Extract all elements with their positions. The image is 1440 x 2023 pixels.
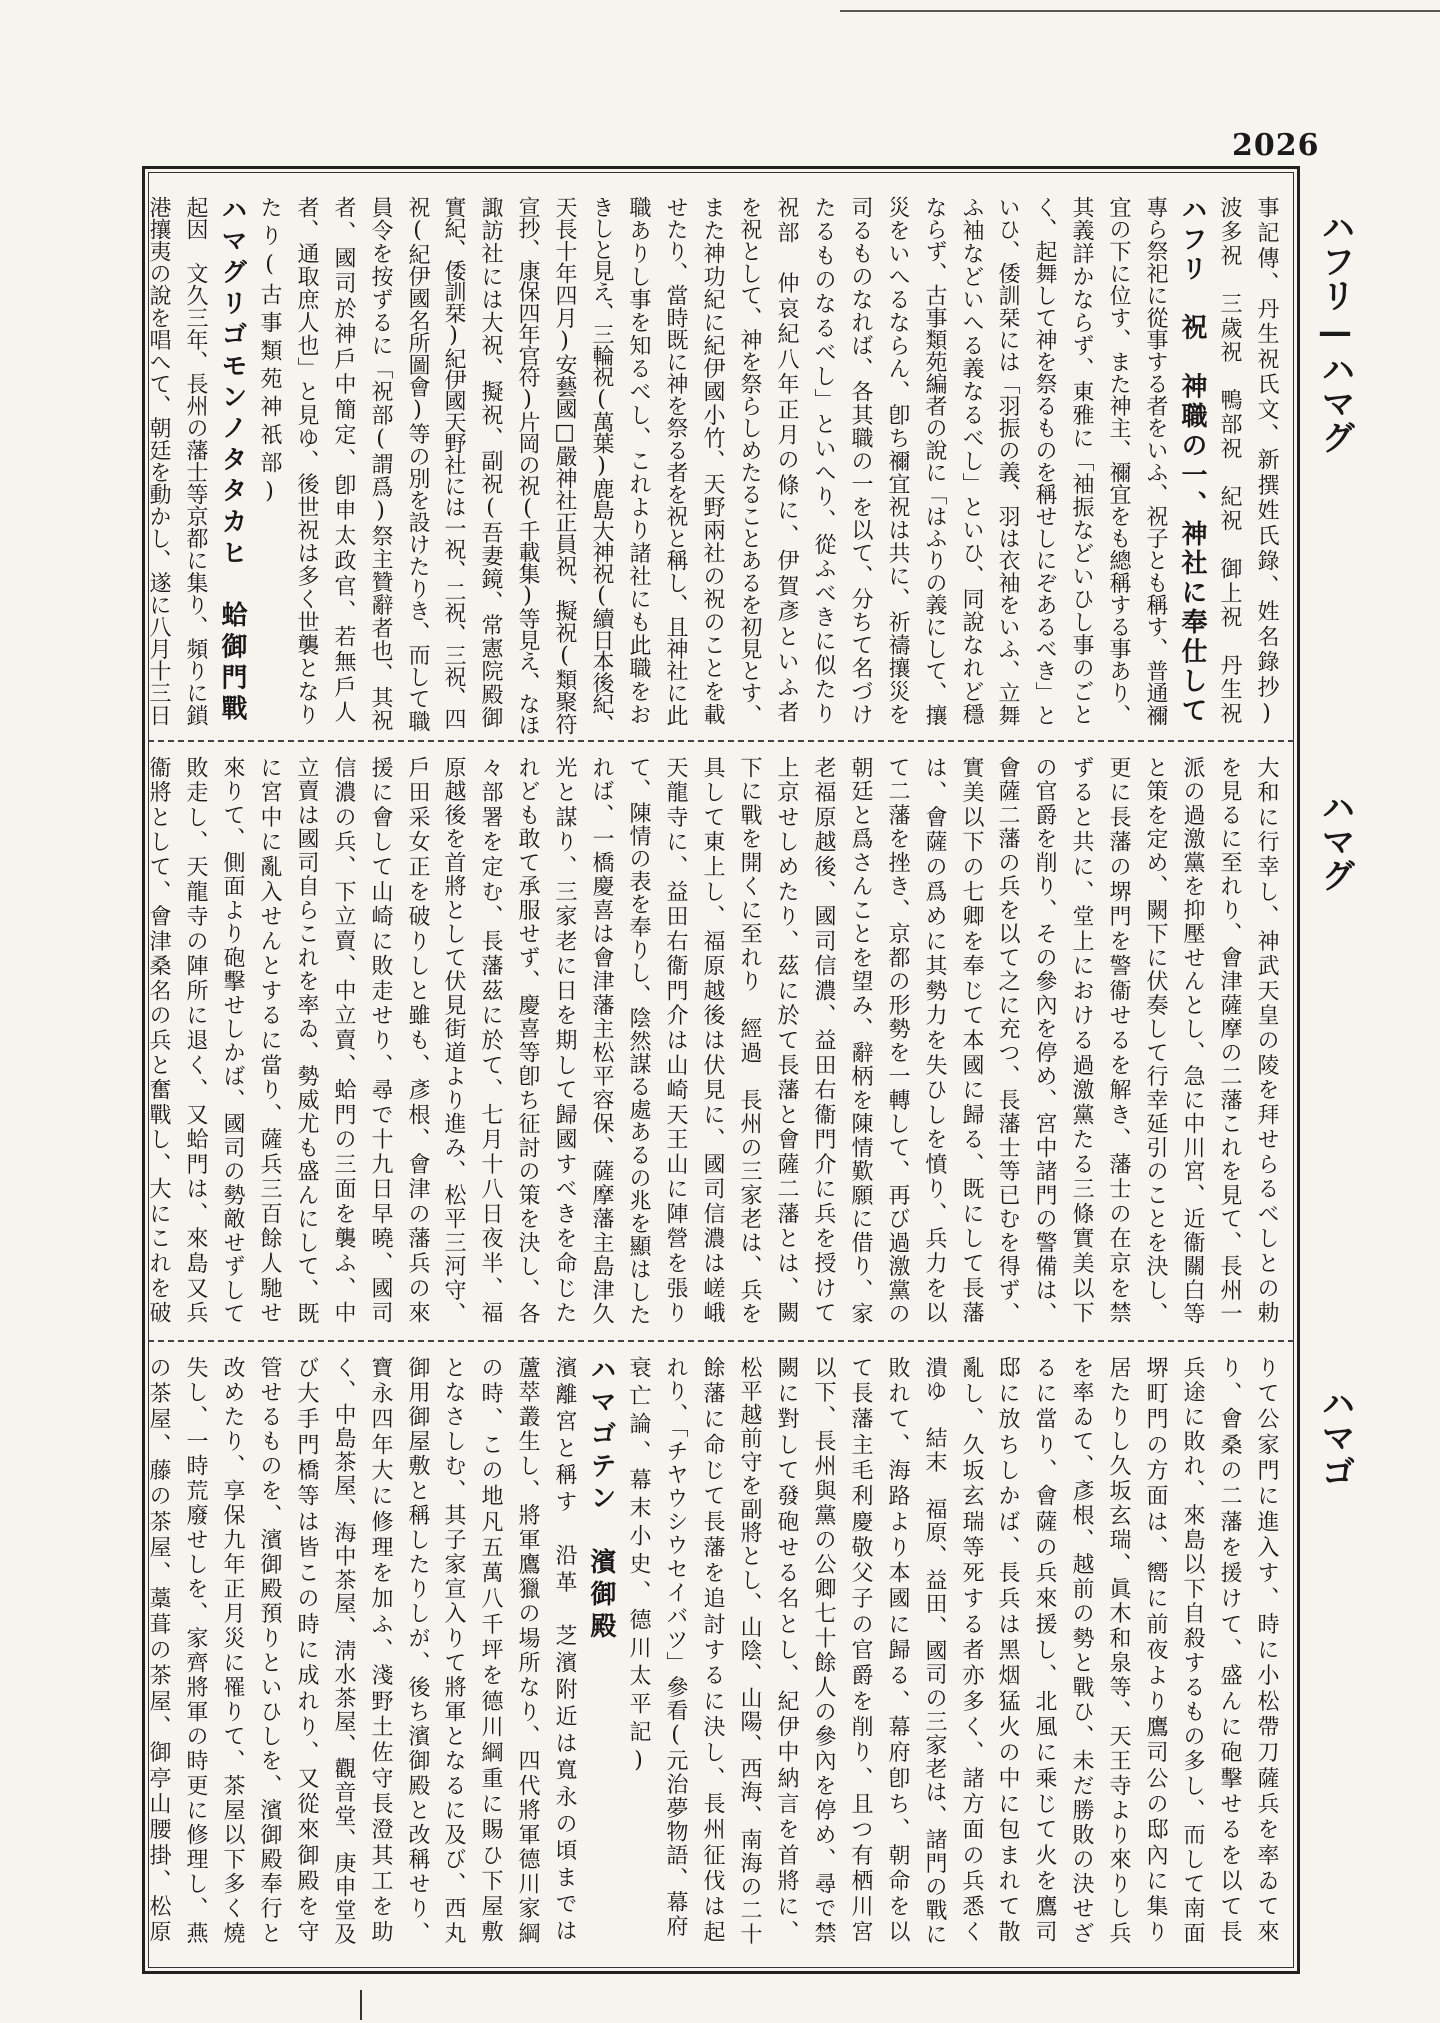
text-column: 朝廷と爲さんことを望み、辭柄を陳情歎願に借り、家 [848,756,873,1326]
section-divider-2 [148,1340,1294,1342]
text-column: 諏訪社には大祝、擬祝、副祝(吾妻鏡、常憲院殿御 [478,196,503,729]
text-column: 々部署を定む、長藩茲に於て、七月十八日夜半、福 [478,756,503,1326]
text-column: 兵途に敗れ、來島以下自殺するもの多し、而して南面 [1180,1356,1205,1946]
text-column: 員令を按ずるに「祝部(謂爲)祭主贊辭者也、其祝 [368,196,393,732]
text-column: 大和に行幸し、神武天皇の陵を拜せらるべしとの勅 [1254,756,1279,1326]
side-heading-top: ハフリ—ハマグ [1315,210,1355,454]
text-column: 起因 文久三年、長州の藩士等京都に集り、頻りに鎖 [183,196,208,726]
text-column: 波多祝 三歲祝 鴨部祝 紀祝 御上祝 丹生祝 [1217,196,1242,726]
text-column: 以下、長州與黨の公卿七十餘人の參內を停め、尋で禁 [811,1356,836,1946]
text-column: たり(古事類苑神祇部) [257,196,282,510]
text-column: 衰亡論、幕末小史、德川太平記) [626,1356,651,1779]
text-column: たるものなるべし」といへり、從ふべきに似たり [811,196,836,726]
text-column: となさしむ、其子家宣入りて將軍となるに及び、西丸 [441,1356,466,1946]
text-column: 天龍寺に、益田右衞門介は山崎天王山に陣營を張り [663,756,688,1326]
text-column: 下に戰を開くに至れり 經過 長州の三家老は、兵を [737,756,762,1326]
text-column: 事記傳、丹生祝氏文、新撰姓氏錄、姓名錄抄) [1254,196,1279,729]
text-column: いひ、倭訓栞には「羽振の義、羽は衣袖をいふ、立舞 [995,196,1020,726]
text-column: 立賣は國司自らこれを率ゐ、勢威尤も盛んにして、既 [294,756,319,1326]
text-column: び大手門橋等は皆この時に成れり、又從來御殿を守 [294,1356,319,1946]
text-column: 改めたり、享保九年正月災に罹りて、茶屋以下多く燒 [220,1356,245,1946]
text-column: りて公家門に進入す、時に小松帶刀薩兵を率ゐて來 [1254,1356,1279,1946]
text-column: の時、この地凡五萬八千坪を德川綱重に賜ひ下屋敷 [478,1356,503,1946]
text-column: 派の過激黨を抑壓せんとし、急に中川宮、近衞關白等 [1180,756,1205,1326]
text-column: 餘藩に命じて長藩を追討するに決し、長州征伐は起 [700,1356,725,1946]
section-divider-1 [148,740,1294,742]
entry-heading: ハマゴテン 濱御殿 [586,1356,616,1644]
text-column: れり、「チヤウシウセイバツ」參看(元治夢物語、幕府 [663,1356,688,1938]
bottom-tick [360,1990,362,2020]
text-column: 宜の下に位す、また神主、禰宜をも總稱する事あり、 [1106,196,1131,726]
text-column: 更に長藩の堺門を警衞せるを解き、藩士の在京を禁 [1106,756,1131,1326]
text-column: 原越後を首將として伏見街道より進み、松平三河守、 [441,756,466,1326]
text-column: 寶永四年大に修理を加ふ、淺野土佐守長澄其工を助 [368,1356,393,1946]
text-column: り、會桑の二藩を援けて、盛んに砲擊せるを以て長 [1217,1356,1242,1946]
text-column: 者、國司於神戶中簡定、卽申太政官、若無戶人 [331,196,356,726]
text-column: 亂し、久坂玄瑞等死する者亦多く、諸方面の兵悉く [959,1356,984,1946]
text-column: 闕に對して發砲せる名とし、紀伊中納言を首將に、 [774,1356,799,1946]
text-column: 天長十年四月)安藝國□嚴神社正員祝、擬祝(類聚符 [552,196,577,735]
text-column: 信濃の兵、下立賣、中立賣、蛤門の三面を襲ふ、中 [331,756,356,1326]
text-column: 敗れて、海路より本國に歸る、幕府卽ち、朝命を以 [885,1356,910,1946]
text-column: 居たりし久坂玄瑞、眞木和泉等、天王寺より來りし兵 [1106,1356,1131,1946]
text-column: 管せるものを、濱御殿預りといひしを、濱御殿奉行と [257,1356,282,1946]
text-column: 者、通取庶人也」と見ゆ、後世祝は多く世襲となり [294,196,319,726]
text-column: きしと見え、三輪祝(萬葉)鹿島大神祝(續日本後紀、 [589,196,614,736]
text-column: 來りて、側面より砲擊せしかば、國司の勢敵せずして [220,756,245,1326]
text-column: ならず、古事類苑編者の說に「はふりの義にして、攘 [922,196,947,726]
text-column: また神功紀に紀伊國小竹、天野兩社の祝のことを載 [700,196,725,726]
text-column: 祝部 仲哀紀八年正月の條に、伊賀彥といふ者 [774,196,799,726]
text-column: 潰ゆ 結末 福原、益田、國司の三家老は、諸門の戰に [922,1356,947,1946]
text-column: 邸に放ちしかば、長兵は黑烟猛火の中に包まれて散 [995,1356,1020,1946]
text-column: れば、一橋慶喜は會津藩主松平容保、薩摩藩主島津久 [589,756,614,1326]
text-column: く、中島茶屋、海中茶屋、淸水茶屋、觀音堂、庚申堂及 [331,1356,356,1946]
text-column: て二藩を挫き、京都の形勢を一轉して、再び過激黨の [885,756,910,1326]
text-column: に宮中に亂入せんとするに當り、薩兵三百餘人馳せ [257,756,282,1326]
text-column: 援に會して山崎に敗走せり、尋で十九日早曉、國司 [368,756,393,1326]
text-column: 戶田采女正を破りしと雖も、彥根、會津の藩兵の來 [405,756,430,1326]
text-column: く、起舞して神を祭るものを稱せしにぞあるべき」と [1032,196,1057,726]
side-heading-middle: ハマグ [1315,790,1355,892]
text-column: を祝として、神を祭らしめたることあるを初見とす、 [737,196,762,726]
text-column: は、會薩の爲めに其勢力を失ひしを憤り、兵力を以 [922,756,947,1326]
text-column: の茶屋、藤の茶屋、藁葺の茶屋、御亭山腰掛、松原 [146,1356,171,1946]
text-column: 實紀、倭訓栞)紀伊國天野社には一祝、二祝、三祝、四 [441,196,466,730]
text-column: 實美以下の七卿を奉じて本國に歸る、既にして長藩 [959,756,984,1326]
side-heading-bottom: ハマゴ [1315,1386,1355,1488]
text-column: せたり、當時既に神を祭る者を祝と稱し、且神社に此 [663,196,688,726]
text-column: 祝(紀伊國名所圖會)等の別を設けたりき、而して職 [405,196,430,732]
text-column: 濱離宮と稱す 沿革 芝濱附近は寬永の頃までは [552,1356,577,1946]
text-column: ふ袖などいへる義なるべし」といひ、同說なれど穩 [959,196,984,726]
text-column: 敗走し、天龍寺の陣所に退く、又蛤門は、來島又兵 [183,756,208,1326]
text-column: 衞將として、會津桑名の兵と奮戰し、大にこれを破 [146,756,171,1326]
text-column: て、陳情の表を奉りし、陰然謀る處あるの兆を顯はした [626,756,651,1326]
text-column: と策を定め、闕下に伏奏して行幸延引のことを決し、 [1143,756,1168,1326]
text-column: を率ゐて、彥根、越前の勢と戰ひ、未だ勝敗の決せざ [1069,1356,1094,1946]
text-column: 宣抄、康保四年官符)片岡の祝(千載集)等見え、なほ [515,196,540,736]
top-rule [840,10,1440,12]
text-column: るに當り、會薩の兵來援し、北風に乘じて火を鷹司 [1032,1356,1057,1946]
text-column: 會薩二藩の兵を以て之に充つ、長藩士等已むを得ず、 [995,756,1020,1326]
page-number: 2026 [1232,128,1320,163]
text-column: 上京せしめたり、茲に於て長藩と會薩二藩とは、闕 [774,756,799,1326]
entry-heading: ハマグリゴモンノタタカヒ 蛤御門戰 [217,196,247,726]
text-column: 松平越前守を副將とし、山陰、山陽、西海、南海の二十 [737,1356,762,1946]
text-column: 職ありし事を知るべし、これより諸社にも此職をお [626,196,651,726]
text-column: て長藩主毛利慶敬父子の官爵を削り、且つ有栖川宮 [848,1356,873,1946]
text-column: 老福原越後、國司信濃、益田右衞門介に兵を授けて [811,756,836,1326]
text-column: 蘆萃叢生し、將軍鷹獵の場所なり、四代將軍德川家綱 [515,1356,540,1946]
text-column: 司るものなれば、各其職の一を以て、分ちて名づけ [848,196,873,726]
text-column: 光と謀り、三家老に日を期して歸國すべきを命じた [552,756,577,1326]
text-column: 具して東上し、福原越後は伏見に、國司信濃は嵯峨 [700,756,725,1326]
text-column: 堺町門の方面は、嚮に前夜より鷹司公の邸內に集り [1143,1356,1168,1946]
text-column: 災をいへるならん、卽ち禰宜祝は共に、祈禱攘災を [885,196,910,726]
text-column: 專ら祭祀に從事する者をいふ、祝子とも稱す、普通禰 [1143,196,1168,726]
entry-heading: ハフリ 祝 神職の一、神社に奉仕して [1177,196,1207,726]
text-column: を見るに至れり、會津薩摩の二藩これを見て、長州一 [1217,756,1242,1326]
text-column: 港攘夷の說を唱へて、朝廷を動かし、遂に八月十三日 [146,196,171,726]
text-column: 御用御屋敷と稱したりしが、後ち濱御殿と改稱せり、 [405,1356,430,1946]
text-column: 失し、一時荒廢せしを、家齊將軍の時更に修理し、燕 [183,1356,208,1946]
text-column: ずると共に、堂上における過激黨たる三條實美以下 [1069,756,1094,1326]
text-column: の官爵を削り、その參內を停め、宮中諸門の警備は、 [1032,756,1057,1326]
text-column: れども敢て承服せず、慶喜等卽ち征討の策を決し、各 [515,756,540,1326]
text-column: 其義詳かならず、東雅に「袖振などいひし事のごと [1069,196,1094,726]
